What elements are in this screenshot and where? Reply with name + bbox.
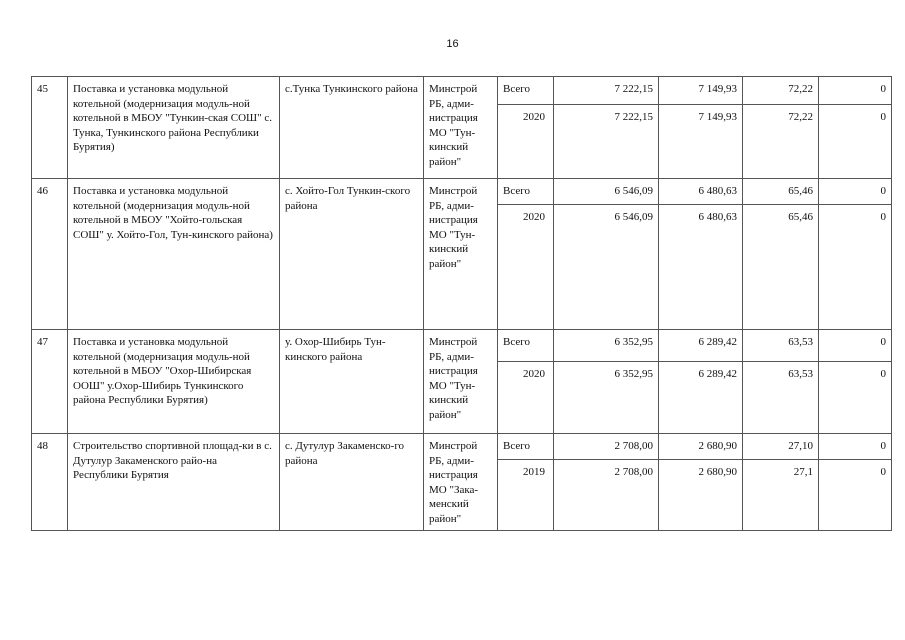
page-number: 16 — [446, 38, 459, 50]
executor: Минстрой РБ, адми-нистрация МО "Тун-кинский район" — [424, 179, 498, 330]
program-table — [31, 76, 892, 531]
period-total: Всего — [498, 77, 554, 105]
amount-total: 6 352,95 — [554, 362, 659, 434]
object-name: Поставка и установка модульной котельной (модернизация модуль-ной котельной в МБОУ "Хойто-гольская СОШ" у. Хойто-Гол, Тун-кинского района) — [68, 179, 280, 330]
amount-regional: 27,10 — [743, 434, 819, 460]
period-year: 2020 — [498, 105, 554, 179]
period-total: Всего — [498, 179, 554, 205]
object-location: с.Тунка Тункинского района — [280, 77, 424, 179]
amount-federal: 6 480,63 — [659, 205, 743, 330]
amount-other: 0 — [819, 105, 892, 179]
amount-other: 0 — [819, 460, 892, 531]
row-number: 48 — [32, 434, 68, 531]
object-location: у. Охор-Шибирь Тун-кинского района — [280, 330, 424, 434]
object-name: Строительство спортивной площад-ки в с. Дутулур Закаменского райо-на Республики Бурятия — [68, 434, 280, 531]
executor: Минстрой РБ, адми-нистрация МО "Зака-менский район" — [424, 434, 498, 531]
row-number: 47 — [32, 330, 68, 434]
object-name: Поставка и установка модульной котельной (модернизация модуль-ной котельной в МБОУ "Охор-Шибирская ООШ" у.Охор-Шибирь Тункинского района Республики Бурятия) — [68, 330, 280, 434]
period-year: 2019 — [498, 460, 554, 531]
amount-other: 0 — [819, 362, 892, 434]
table-row — [32, 434, 892, 460]
table-row — [32, 77, 892, 105]
object-location: с. Дутулур Закаменско-го района — [280, 434, 424, 531]
amount-regional: 65,46 — [743, 179, 819, 205]
amount-regional: 72,22 — [743, 105, 819, 179]
amount-federal: 2 680,90 — [659, 460, 743, 531]
amount-federal: 6 289,42 — [659, 362, 743, 434]
executor: Минстрой РБ, адми-нистрация МО "Тун-кинский район" — [424, 330, 498, 434]
amount-federal: 7 149,93 — [659, 77, 743, 105]
row-number: 46 — [32, 179, 68, 330]
amount-other: 0 — [819, 179, 892, 205]
period-total: Всего — [498, 434, 554, 460]
amount-total: 2 708,00 — [554, 434, 659, 460]
amount-regional: 27,1 — [743, 460, 819, 531]
amount-federal: 7 149,93 — [659, 105, 743, 179]
amount-total: 7 222,15 — [554, 77, 659, 105]
executor: Минстрой РБ, адми-нистрация МО "Тун-кинский район" — [424, 77, 498, 179]
amount-federal: 6 480,63 — [659, 179, 743, 205]
object-name: Поставка и установка модульной котельной (модернизация модуль-ной котельной в МБОУ "Тункин-ская СОШ" с. Тунка, Тункинского района Республики Бурятия) — [68, 77, 280, 179]
amount-total: 6 546,09 — [554, 179, 659, 205]
table-row — [32, 330, 892, 362]
amount-total: 6 352,95 — [554, 330, 659, 362]
amount-other: 0 — [819, 330, 892, 362]
amount-federal: 6 289,42 — [659, 330, 743, 362]
period-year: 2020 — [498, 362, 554, 434]
period-year: 2020 — [498, 205, 554, 330]
object-location: с. Хойто-Гол Тункин-ского района — [280, 179, 424, 330]
amount-other: 0 — [819, 434, 892, 460]
period-total: Всего — [498, 330, 554, 362]
amount-total: 7 222,15 — [554, 105, 659, 179]
amount-regional: 63,53 — [743, 330, 819, 362]
row-number: 45 — [32, 77, 68, 179]
amount-federal: 2 680,90 — [659, 434, 743, 460]
amount-regional: 63,53 — [743, 362, 819, 434]
amount-total: 2 708,00 — [554, 460, 659, 531]
amount-regional: 65,46 — [743, 205, 819, 330]
amount-total: 6 546,09 — [554, 205, 659, 330]
amount-other: 0 — [819, 77, 892, 105]
amount-other: 0 — [819, 205, 892, 330]
table-row — [32, 179, 892, 205]
amount-regional: 72,22 — [743, 77, 819, 105]
